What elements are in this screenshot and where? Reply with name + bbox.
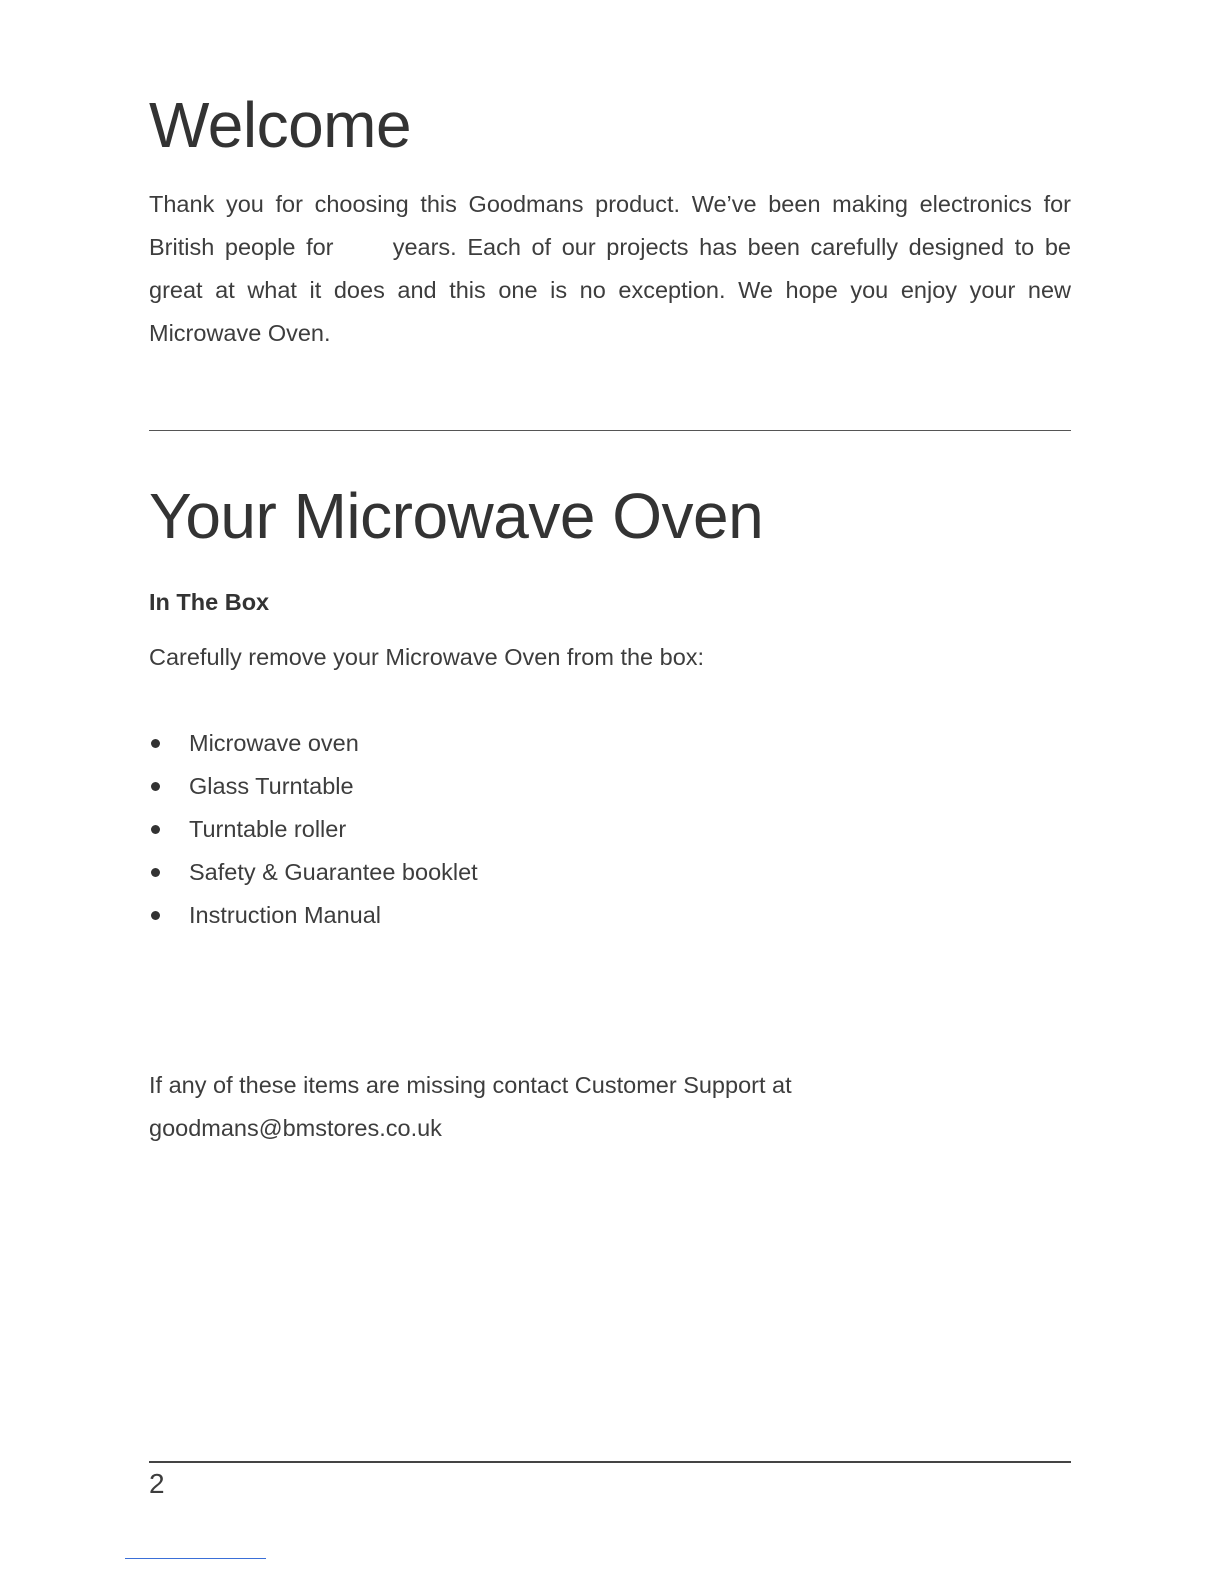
list-item-label: Safety & Guarantee booklet xyxy=(189,859,478,885)
list-item xyxy=(149,894,478,937)
welcome-intro-paragraph xyxy=(149,183,1071,355)
customer-support-note xyxy=(149,1064,792,1150)
bullet-icon xyxy=(151,868,160,877)
in-the-box-intro: Carefully remove your Microwave Oven from the box: xyxy=(149,644,705,670)
bullet-icon xyxy=(151,782,160,791)
support-line: If any of these items are missing contact Customer Support at xyxy=(149,1072,792,1098)
link-underline[interactable] xyxy=(125,1558,266,1559)
list-item xyxy=(149,808,478,851)
list-item xyxy=(149,722,478,765)
welcome-intro-text-2: years. Each of our projects has been carefully designed to be great at what it does and this one is no exception. We hope you enjoy your new Microwave Oven. xyxy=(149,234,1071,346)
page-number: 2 xyxy=(149,1468,165,1499)
box-contents-list xyxy=(149,722,478,937)
list-item xyxy=(149,765,478,808)
welcome-intro-text-1: Thank you for choosing this Goodmans product. We’ve been making electronics for British people for xyxy=(149,191,1071,260)
bullet-icon xyxy=(151,739,160,748)
support-email: goodmans@bmstores.co.uk xyxy=(149,1115,442,1141)
microwave-oven-heading: Your Microwave Oven xyxy=(149,480,764,552)
list-item xyxy=(149,851,478,894)
bullet-icon xyxy=(151,825,160,834)
list-item-label: Turntable roller xyxy=(189,816,347,842)
document-page xyxy=(149,0,1071,1584)
bullet-icon xyxy=(151,911,160,920)
section-divider xyxy=(149,430,1071,431)
welcome-heading: Welcome xyxy=(149,89,412,161)
in-the-box-heading: In The Box xyxy=(149,589,270,615)
footer-divider xyxy=(149,1461,1071,1463)
list-item-label: Instruction Manual xyxy=(189,902,382,928)
list-item-label: Microwave oven xyxy=(189,730,359,756)
list-item-label: Glass Turntable xyxy=(189,773,354,799)
